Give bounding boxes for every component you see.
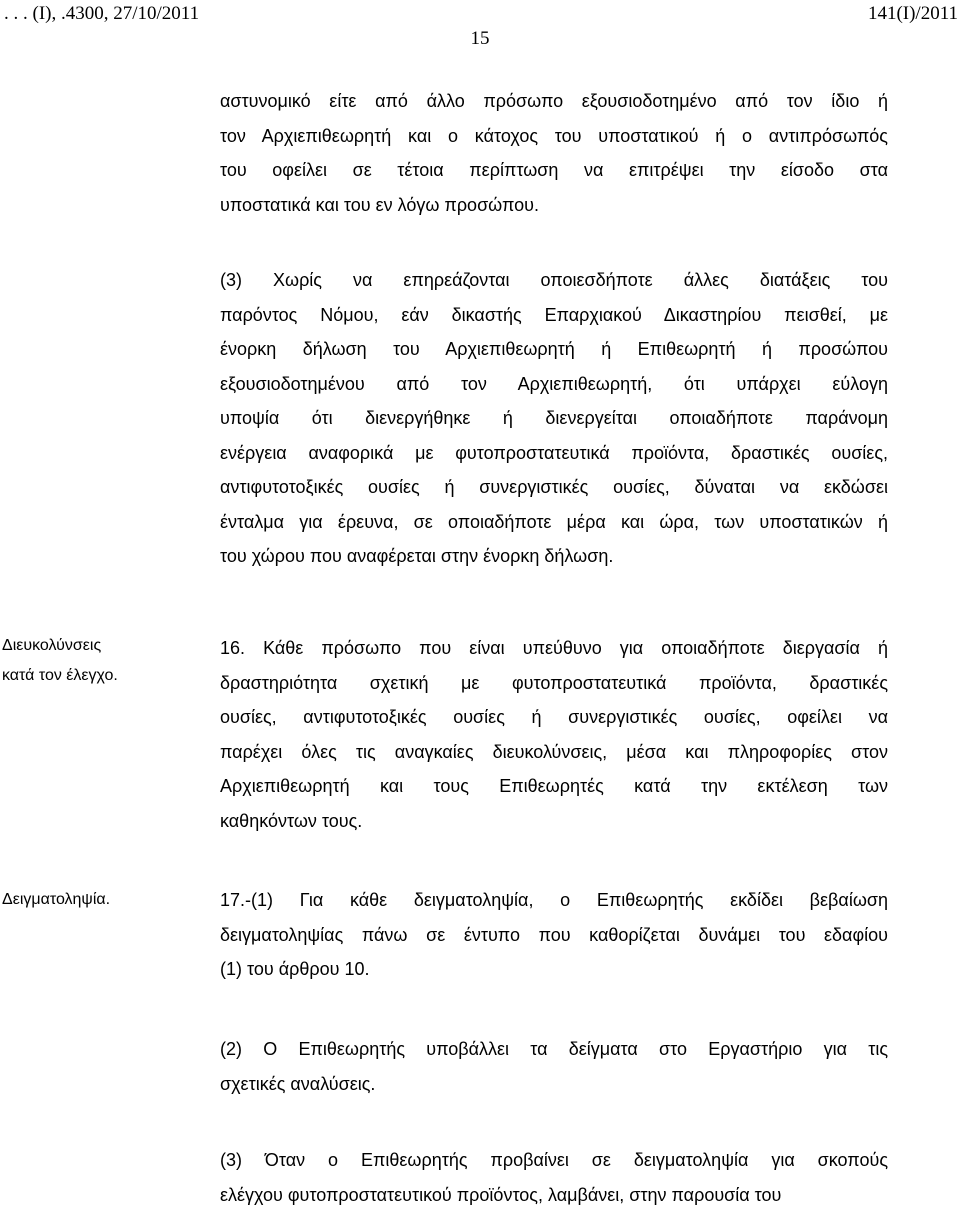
text-line: ενέργεια αναφορικά με φυτοπροστατευτικά προϊόντα, δραστικές ουσίες, [220, 436, 888, 471]
text-line: (3) Χωρίς να επηρεάζονται οποιεσδήποτε άλλες διατάξεις του [220, 263, 888, 298]
text-line: του οφείλει σε τέτοια περίπτωση να επιτρέψει την είσοδο στα [220, 153, 888, 188]
text-line: ένορκη δήλωση του Αρχιεπιθεωρητή ή Επιθεωρητή ή προσώπου [220, 332, 888, 367]
text-line: 16. Κάθε πρόσωπο που είναι υπεύθυνο για οποιαδήποτε διεργασία ή [220, 631, 888, 666]
margin-note-sampling [2, 885, 202, 915]
text-line: 17.-(1) Για κάθε δειγματοληψία, ο Επιθεωρητής εκδίδει βεβαίωση [220, 883, 888, 918]
text-line: δραστηριότητα σχετική με φυτοπροστατευτικά προϊόντα, δραστικές [220, 666, 888, 701]
header-reference: . . . (Ι), .4300, 27/10/2011 [4, 3, 199, 25]
text-line: του χώρου που αναφέρεται στην ένορκη δήλωση. [220, 539, 888, 574]
text-line: Δειγματοληψία. [2, 885, 202, 915]
text-line: ελέγχου φυτοπροστατευτικού προϊόντος, λαμβάνει, στην παρουσία του [220, 1178, 888, 1212]
text-line: υποψία ότι διενεργήθηκε ή διενεργείται οποιαδήποτε παράνομη [220, 401, 888, 436]
text-line: δειγματοληψίας πάνω σε έντυπο που καθορίζεται δυνάμει του εδαφίου [220, 918, 888, 953]
text-line: Αρχιεπιθεωρητή και τους Επιθεωρητές κατά την εκτέλεση των [220, 769, 888, 804]
text-line: εξουσιοδοτημένου από τον Αρχιεπιθεωρητή, ότι υπάρχει εύλογη [220, 367, 888, 402]
text-line: Διευκολύνσεις [2, 631, 202, 661]
text-line: παρόντος Νόμου, εάν δικαστής Επαρχιακού Δικαστηρίου πεισθεί, με [220, 298, 888, 333]
text-line: αντιφυτοτοξικές ουσίες ή συνεργιστικές ουσίες, δύναται να εκδώσει [220, 470, 888, 505]
text-line: (2) Ο Επιθεωρητής υποβάλλει τα δείγματα στο Εργαστήριο για τις [220, 1032, 888, 1067]
text-line: παρέχει όλες τις αναγκαίες διευκολύνσεις, μέσα και πληροφορίες στον [220, 735, 888, 770]
text-line: αστυνομικό είτε από άλλο πρόσωπο εξουσιοδοτημένο από τον ίδιο ή [220, 84, 888, 119]
text-line: ένταλμα για έρευνα, σε οποιαδήποτε μέρα και ώρα, των υποστατικών ή [220, 505, 888, 540]
text-line: υποστατικά και του εν λόγω προσώπου. [220, 188, 888, 223]
text-line: τον Αρχιεπιθεωρητή και ο κάτοχος του υποστατικού ή ο αντιπρόσωπός [220, 119, 888, 154]
paragraph-continued [220, 84, 888, 222]
text-line: κατά τον έλεγχο. [2, 661, 202, 691]
text-line: σχετικές αναλύσεις. [220, 1067, 888, 1102]
section-17-3 [220, 1143, 888, 1212]
text-line: (3) Όταν ο Επιθεωρητής προβαίνει σε δειγματοληψία για σκοπούς [220, 1143, 888, 1178]
page-number: 15 [0, 28, 960, 50]
text-line: καθηκόντων τους. [220, 804, 888, 839]
text-line: ουσίες, αντιφυτοτοξικές ουσίες ή συνεργιστικές ουσίες, οφείλει να [220, 700, 888, 735]
section-17-1 [220, 883, 888, 987]
header-law-number: 141(Ι)/2011 [868, 3, 958, 25]
section-17-2 [220, 1032, 888, 1101]
section-16 [220, 631, 888, 838]
margin-note-facilitation [2, 631, 202, 691]
text-line: (1) του άρθρου 10. [220, 952, 888, 987]
paragraph-3 [220, 263, 888, 574]
